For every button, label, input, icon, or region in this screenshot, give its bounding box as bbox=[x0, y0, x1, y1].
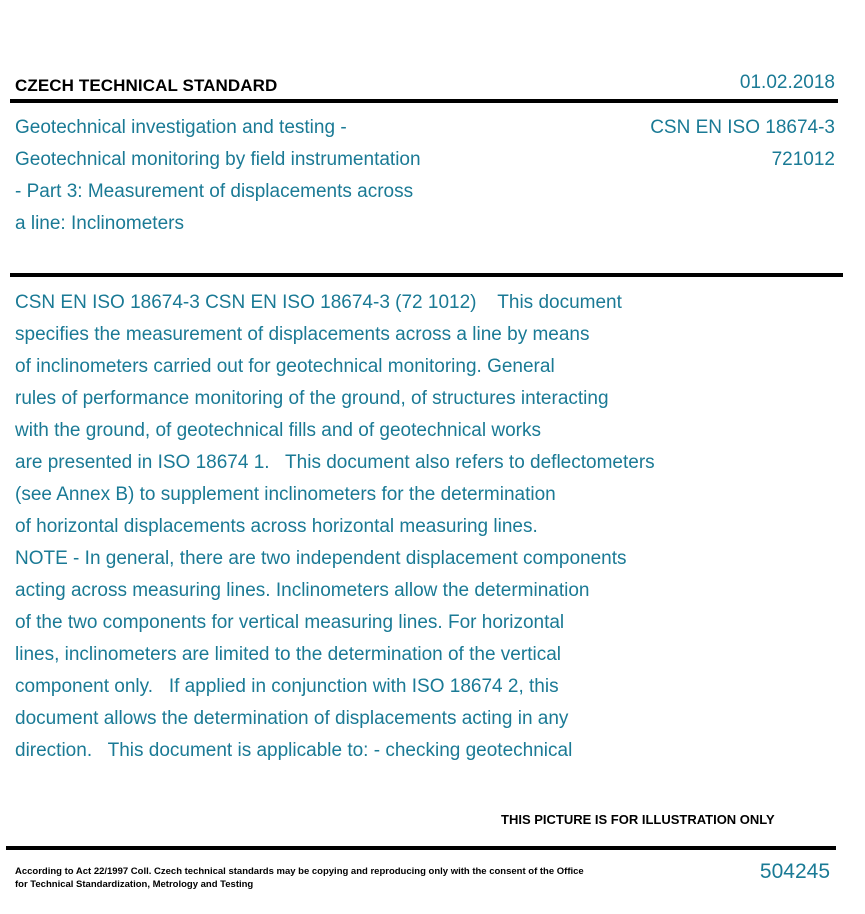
abstract-line: are presented in ISO 18674 1. This document also refers to deflectometers bbox=[15, 452, 655, 473]
abstract-line: of the two components for vertical measuring lines. For horizontal bbox=[15, 612, 565, 633]
abstract-line: acting across measuring lines. Inclinometers allow the determination bbox=[15, 580, 590, 601]
legal-notice-line: for Technical Standardization, Metrology and Testing bbox=[15, 879, 254, 890]
abstract-line: component only. If applied in conjunction with ISO 18674 2, this bbox=[15, 676, 559, 697]
abstract-line: (see Annex B) to supplement inclinometers for the determination bbox=[15, 484, 556, 505]
title-line: a line: Inclinometers bbox=[15, 213, 184, 234]
standard-number: CSN EN ISO 18674-3 bbox=[650, 117, 835, 138]
abstract-line: with the ground, of geotechnical fills and of geotechnical works bbox=[15, 420, 541, 441]
class-code: 721012 bbox=[771, 149, 835, 170]
legal-notice-line: According to Act 22/1997 Coll. Czech technical standards may be copying and reproducing only with the consent of the Office bbox=[15, 866, 584, 877]
title-line: Geotechnical investigation and testing - bbox=[15, 117, 347, 138]
illustration-disclaimer: THIS PICTURE IS FOR ILLUSTRATION ONLY bbox=[501, 812, 775, 827]
abstract-line: rules of performance monitoring of the ground, of structures interacting bbox=[15, 388, 609, 409]
abstract-line: lines, inclinometers are limited to the determination of the vertical bbox=[15, 644, 561, 665]
abstract-line: NOTE - In general, there are two independent displacement components bbox=[15, 548, 627, 569]
standard-type-label: CZECH TECHNICAL STANDARD bbox=[15, 76, 278, 95]
publication-date: 01.02.2018 bbox=[739, 72, 835, 93]
title-line: Geotechnical monitoring by field instrumentation bbox=[15, 149, 421, 170]
document-title bbox=[15, 112, 495, 240]
abstract-line: of horizontal displacements across horizontal measuring lines. bbox=[15, 516, 538, 537]
footer-divider bbox=[6, 846, 836, 850]
title-line: - Part 3: Measurement of displacements across bbox=[15, 181, 414, 202]
document-number: 504245 bbox=[759, 860, 830, 883]
document-abstract bbox=[15, 287, 815, 767]
legal-notice bbox=[15, 865, 615, 891]
title-divider bbox=[10, 273, 843, 277]
abstract-line: CSN EN ISO 18674-3 CSN EN ISO 18674-3 (72 1012) This document bbox=[15, 292, 622, 313]
abstract-line: document allows the determination of displacements acting in any bbox=[15, 708, 569, 729]
abstract-line: direction. This document is applicable to: - checking geotechnical bbox=[15, 740, 573, 761]
header-divider bbox=[10, 99, 838, 103]
abstract-line: of inclinometers carried out for geotechnical monitoring. General bbox=[15, 356, 555, 377]
standard-codes bbox=[650, 112, 835, 176]
abstract-line: specifies the measurement of displacements across a line by means bbox=[15, 324, 590, 345]
